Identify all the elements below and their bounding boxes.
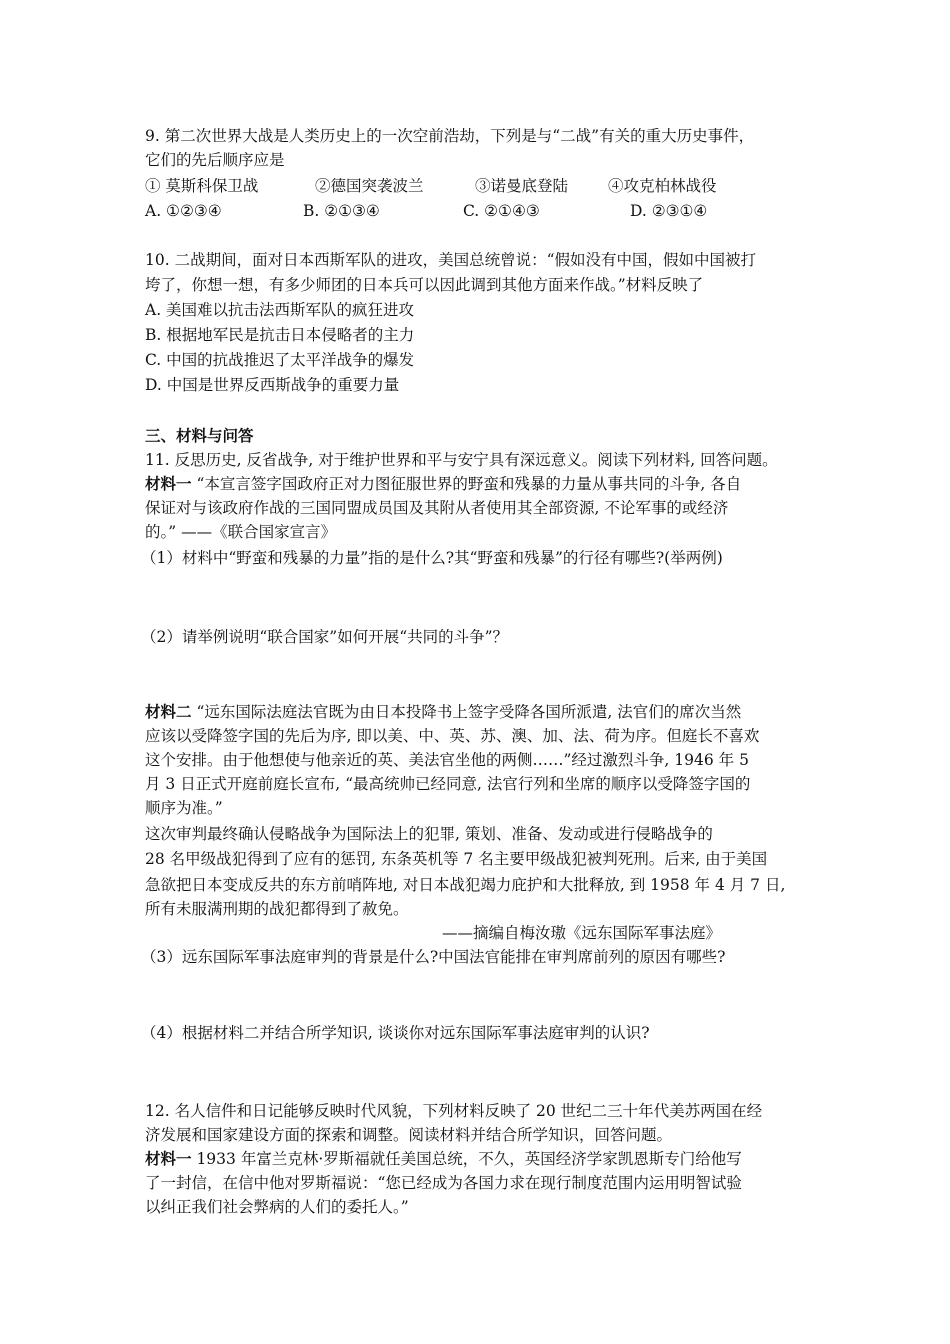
q10-stem-line2: 垮了，你想一想，有多少师团的日本兵可以因此调到其他方面来作战。”材料反映了: [145, 276, 704, 294]
q9-option-c: C. ②①④③: [463, 202, 540, 220]
q11-subquestion-1: （1）材料中“野蛮和残暴的力量”指的是什么?其“野蛮和残暴”的行径有哪些?(举两例): [141, 549, 723, 567]
q11-material1-line1: [145, 472, 741, 496]
q10-option-a: A. 美国难以抗击法西斯军队的疯狂进攻: [145, 301, 415, 319]
q11-material2-source: ——摘编自梅汝璈《远东国际军事法庭》: [442, 924, 722, 942]
q11-material2-line3: 这个安排。由于他想使与他亲近的英、美法官坐他的两侧……”经过激烈斗争, 1946 年 5: [145, 751, 749, 769]
q11-subquestion-2: （2）请举例说明“联合国家”如何开展“共同的斗争”？: [141, 628, 509, 646]
material-text: “本宣言签字国政府正对力图征服世界的野蛮和残暴的力量从事共同的斗争, 各自: [191, 475, 742, 493]
q11-material2-line6: 这次审判最终确认侵略战争为国际法上的犯罪, 策划、准备、发动或进行侵略战争的: [145, 825, 713, 843]
q9-stem-line2: 它们的先后顺序应是: [145, 151, 285, 169]
q11-material2-line9: 所有未服满刑期的战犯都得到了赦免。: [145, 900, 409, 918]
q11-material2-line8: 急欲把日本变成反共的东方前哨阵地, 对日本战犯竭力庇护和大批释放, 到 1958 年 4 月 7 日,: [145, 876, 786, 894]
q12-stem-line1: 12. 名人信件和日记能够反映时代风貌，下列材料反映了 20 世纪二三十年代美苏两国在经: [145, 1102, 763, 1120]
q11-material1-line2: 保证对与该政府作战的三国同盟成员国及其附从者使用其全部资源, 不论军事的或经济: [145, 499, 729, 517]
q12-stem-line2: 济发展和国家建设方面的探索和调整。阅读材料并结合所学知识，回答问题。: [145, 1126, 673, 1144]
q10-option-b: B. 根据地军民是抗击日本侵略者的主力: [145, 326, 415, 344]
material-text: “远东国际法庭法官既为由日本投降书上签字受降各国所派遣, 法官们的席次当然: [191, 703, 742, 721]
q11-subquestion-3: （3）远东国际军事法庭审判的背景是什么?中国法官能排在审判席前列的原因有哪些?: [141, 948, 726, 966]
material-text: 1933 年富兰克林·罗斯福就任美国总统，不久，英国经济学家凯恩斯专门给他写: [191, 1150, 742, 1168]
q10-option-c: C. 中国的抗战推迟了太平洋战争的爆发: [145, 351, 415, 369]
q10-stem-line1: 10. 二战期间，面对日本西斯军队的进攻，美国总统曾说：“假如没有中国，假如中国被打: [145, 251, 757, 269]
q9-event-4: ④攻克柏林战役: [608, 177, 717, 195]
q12-material1-line3: 以纠正我们社会弊病的人们的委托人。”: [145, 1198, 409, 1216]
q9-event-3: ③诺曼底登陆: [475, 177, 569, 195]
q11-material1-line3: 的。” ——《联合国家宣言》: [145, 523, 337, 541]
q9-option-b: B. ②①③④: [303, 202, 380, 220]
q11-material2-line7: 28 名甲级战犯得到了应有的惩罚, 东条英机等 7 名主要甲级战犯被判死刑。后来, 由于美国: [145, 850, 768, 868]
material-label: 材料一: [145, 474, 192, 493]
material-label: 材料一: [145, 1149, 192, 1168]
q11-material2-line5: 顺序为准。”: [145, 799, 223, 817]
q11-material2-line4: 月 3 日正式开庭前庭长宣布, “最高统帅已经同意, 法官行列和坐席的顺序以受降签字国的: [145, 775, 751, 793]
q10-option-d: D. 中国是世界反西斯战争的重要力量: [145, 376, 400, 394]
q11-material2-line2: 应该以受降签字国的先后为序, 即以美、中、英、苏、澳、加、法、荷为序。但庭长不喜欢: [145, 727, 760, 745]
q12-material1-line2: 了一封信，在信中他对罗斯福说：“您已经成为各国力求在现行制度范围内运用明智试验: [145, 1174, 742, 1192]
q9-stem-line1: 9. 第二次世界大战是人类历史上的一次空前浩劫，下列是与“二战”有关的重大历史事件，: [145, 127, 755, 145]
q11-material2-line1: [145, 700, 741, 724]
material-label: 材料二: [145, 702, 192, 721]
q11-subquestion-4: （4）根据材料二并结合所学知识, 谈谈你对远东国际军事法庭审判的认识?: [141, 1024, 650, 1042]
q9-event-1: ① 莫斯科保卫战: [145, 177, 259, 195]
section-title: 三、材料与问答: [145, 426, 254, 445]
q12-material1-line1: [145, 1147, 742, 1171]
q9-option-a: A. ①②③④: [145, 202, 222, 220]
q9-option-d: D. ②③①④: [630, 202, 708, 220]
q9-event-2: ②德国突袭波兰: [315, 177, 424, 195]
q11-intro: 11. 反思历史, 反省战争, 对于维护世界和平与安宁具有深远意义。阅读下列材料, 回答问题。: [145, 451, 778, 469]
